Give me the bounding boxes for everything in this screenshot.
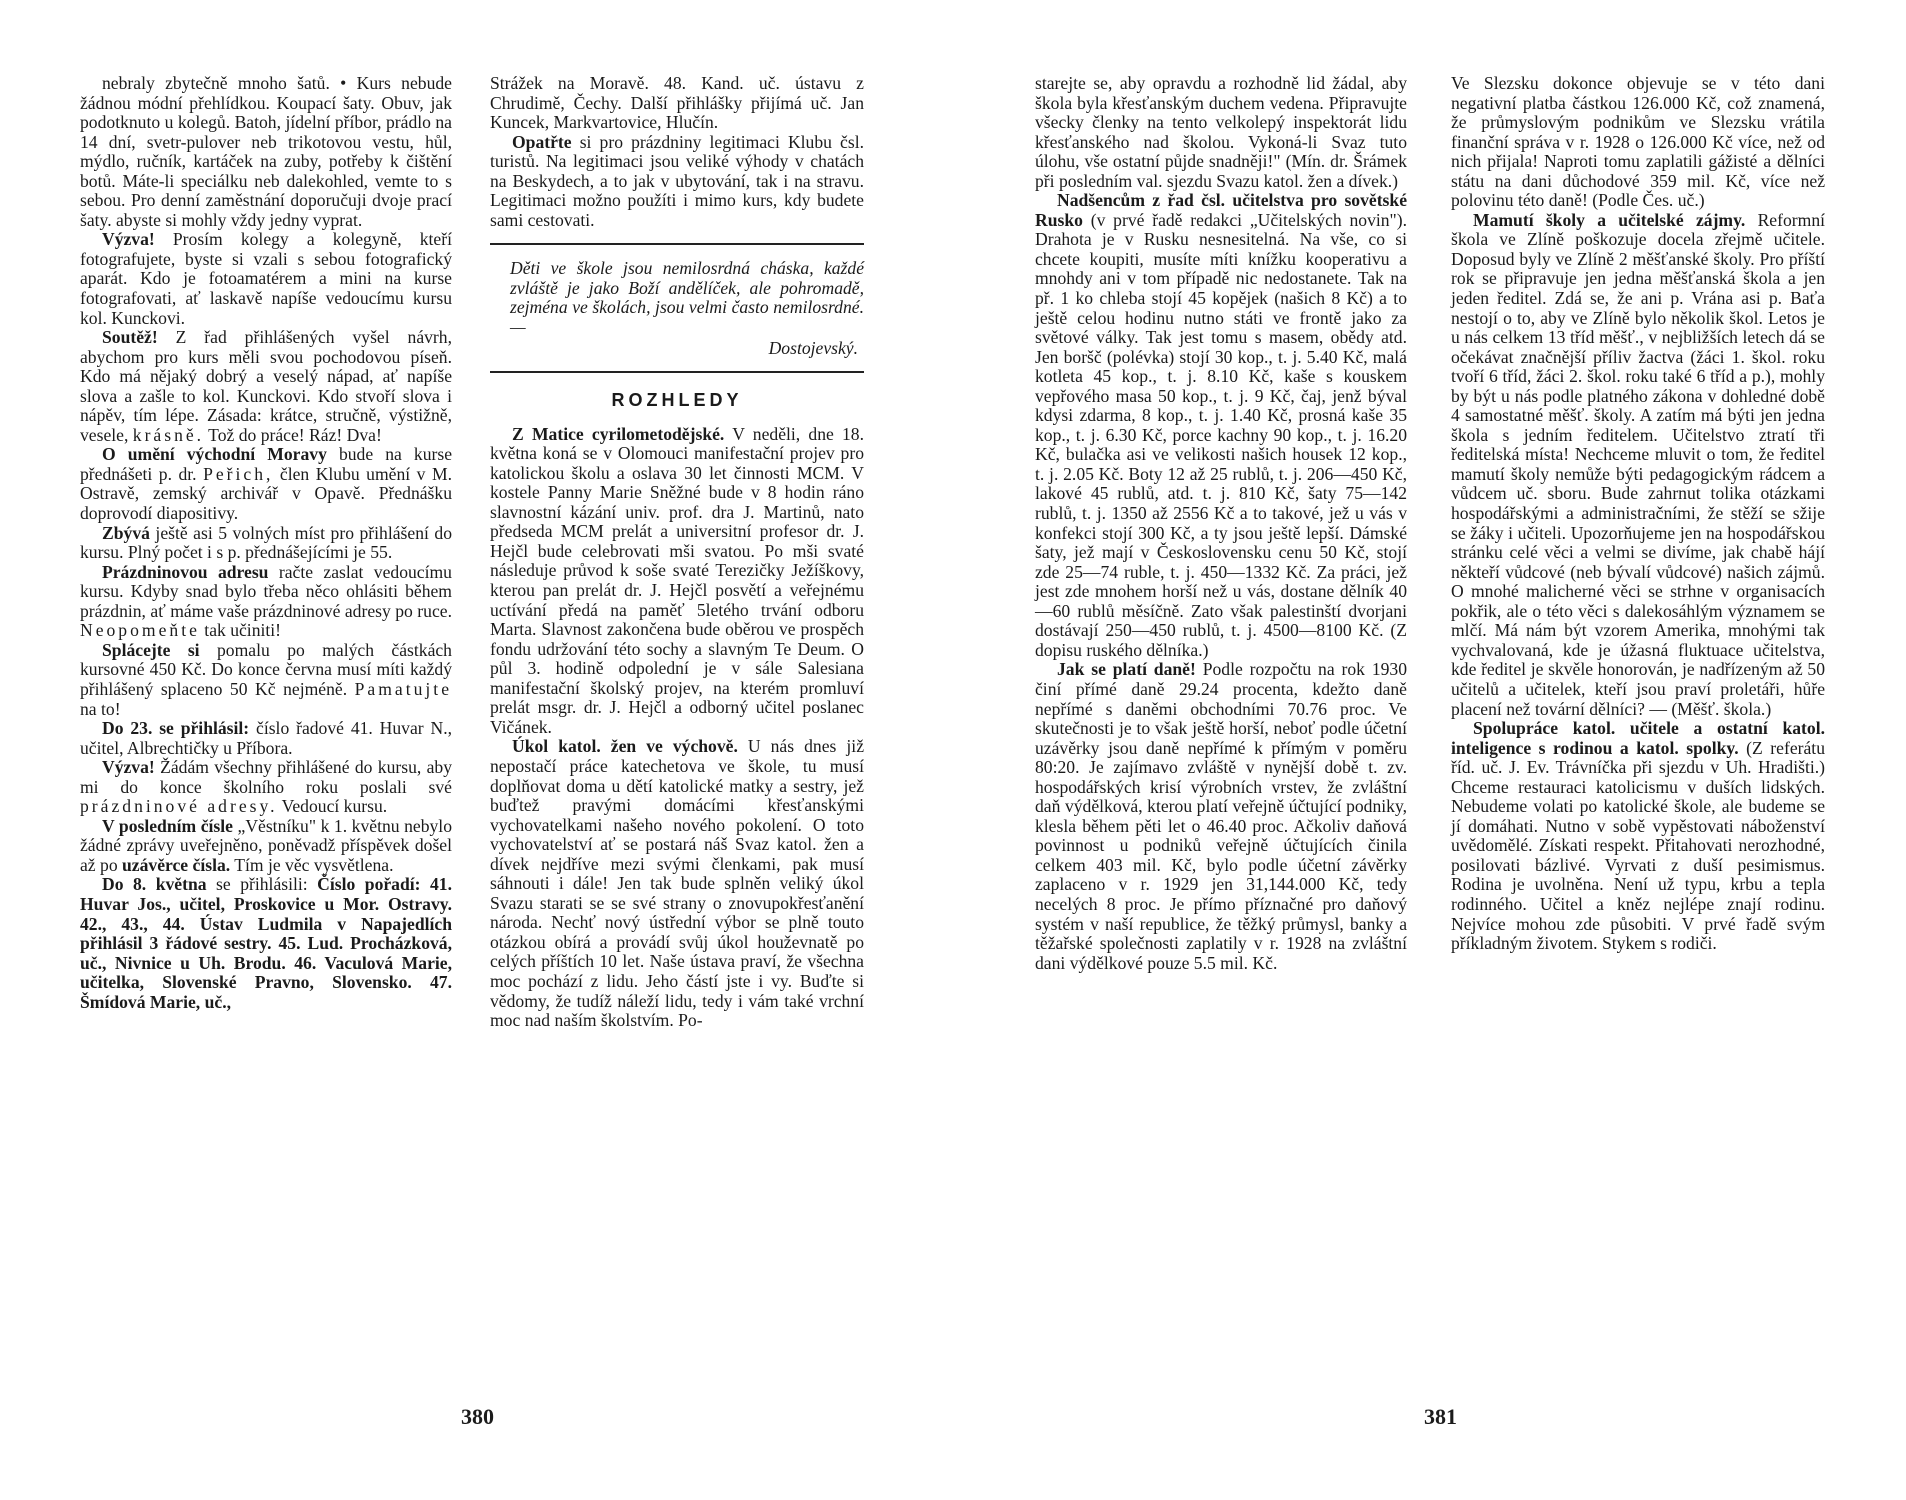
paragraph-text: Žádám všechny přihlášené do kursu, aby mi do konce školního roku poslali své (80, 757, 452, 797)
paragraph-text: tak učiniti! (199, 620, 282, 641)
paragraph-heading: Do 8. května (102, 874, 207, 895)
paragraph (80, 230, 452, 328)
paragraph-text: člen Klubu umění v M. Ostravě, zemský archivář v Opavě. Přednášku doprovodí diapositivy. (80, 463, 452, 524)
paragraph-text: račte zaslat vedoucímu kursu. Kdyby snad bylo třeba něco ohlásiti během prázdnin, ať máme vaše prázdninové adresy po ruce. (80, 561, 452, 621)
paragraph-heading: Spolupráce katol. učitele a ostatní katol. inteligence s rodinou a katol. spolky. (1451, 718, 1825, 758)
paragraph-text: se přihlásili: (206, 874, 318, 895)
bold-text: Číslo pořadí: 41. Huvar Jos., učitel, Proskovice u Mor. Ostravy. 42., 43., 44. Ústav Ludmila v Napajedlích přihlásil 3 řádové sestry. 45. Lud. Procházková, uč., Nivnice u Uh. Brodu. 46. Vaculová Marie, učitelka, Slovenské Pravno, Slovensko. 47. Šmídová Marie, uč., (80, 874, 452, 1012)
divider (490, 371, 864, 373)
paragraph (490, 737, 864, 1030)
paragraph (1035, 191, 1407, 660)
page-number: 381 (1424, 1404, 1457, 1429)
paragraph (80, 817, 452, 876)
paragraph-text: Podle rozpočtu na rok 1930 činí přímé daně 29.24 procenta, kdežto daně nepřímé s daněmi obchodními 70.76 proc. Ve skutečnosti je to však ještě horší, neboť podle účetní uzávěrky jsou daně nepřímé k přímým v poměru 80:20. Je zajímavo zvláště v nynější době t. zv. hospodářských krisí výrobních vrstev, že zvláštní daň výdělková, kterou platí veřejně účtující podniky, klesla během pěti let o 46.40 proc. Ačkoliv daňová povinnost u podniků veřejně účtujících činila celkem 403 mil. Kč, bylo podle účetní závěrky zaplaceno v r. 1929 jen 31,144.000 Kč, tedy necelých 8 proc. Je přímo příznačné pro daňový systém v naší republice, že těžký průmysl, banky a těžařské společnosti zaplatily v r. 1928 na zvláštní dani výdělkové pouze 5.5 mil. Kč. (1035, 659, 1408, 973)
right-page (953, 0, 1906, 1500)
paragraph-heading: Do 23. se přihlásil: (102, 718, 250, 739)
paragraph-text: číslo řadové 41. Huvar N., učitel, Albrechtičky u Příbora. (80, 718, 452, 758)
paragraph (80, 641, 452, 719)
paragraph-text: (Z referátu říd. uč. J. Ev. Trávníčka při sjezdu v Uh. Hradišti.) Chceme restauraci katolicismu v duších lidských. Nebudeme volati po katolické škole, ale budeme se jí domáhati. Nutno v sobě vypěstovati náboženství uvědomělé. Získati respekt. Přitahovati nerozhodné, posilovati bázlivé. Vyrvati z duší pesimismus. Rodina je uvolněna. Není už typu, krbu a tepla rodinného. Učitel a kněz nejlépe znají rodinu. Nejvíce mohou zde působiti. V prvé řadě svým příkladným životem. Stykem s rodiči. (1451, 737, 1825, 954)
paragraph-text: nebraly zbytečně mnoho šatů. • Kurs nebude žádnou módní přehlídkou. Koupací šaty. Obuv, jak podotknuto u kolegů. Batoh, jídelní příbor, prádlo na 14 dní, svetr-pulover neb trikotovou vestu, hůl, mýdlo, ručník, kartáček na zuby, potřeby k čištění botů. Máte-li speciálku neb dalekohled, vemte to s sebou. Pro denní zaměstnání doporučuji dvoje prací šaty. abyste si mohly vždy jedny vyprat. (80, 73, 452, 230)
paragraph-text: ještě asi 5 volných míst pro přihlášení do kursu. Plný počet i s p. přednášejícími je 55. (80, 522, 452, 563)
paragraph-heading: Jak se platí daně! (1057, 659, 1196, 680)
paragraph-heading: Úkol katol. žen ve výchově. (512, 736, 738, 757)
quote: Děti ve škole jsou nemilosrdná cháska, každé zvláště je jako Boží andělíček, ale pohromadě, zejména ve školách, jsou velmi často nemilosrdné. — (510, 258, 864, 338)
section-heading: ROZHLEDY (611, 390, 743, 411)
divider (490, 243, 864, 245)
bold-text: uzávěrce čísla. (122, 854, 231, 875)
paragraph-text: „Věstníku" k 1. květnu nebylo žádné zprávy uveřejněno, poněvadž příspěvek došel až po (80, 815, 452, 875)
spaced-emphasis: Pamatujte (354, 678, 452, 699)
paragraph-heading: Mamutí školy a učitelské zájmy. (1473, 209, 1746, 230)
paragraph-heading: Výzva! (102, 229, 155, 250)
paragraph-text: (v prvé řadě redakci „Učitelských novin"). Drahota je v Rusku nesnesitelná. Na vše, co si chcete koupiti, musíte míti knížku kooperativu a mnohdy ani v tom případě nic nedostanete. Tak na př. 1 ko chleba stojí 45 kopějek (našich 8 Kč) a to ještě celou hodinu nutno státi ve frontě jako za světové války. Tak jest tomu s masem, obědy atd. Jen boršč (polévka) stojí 30 kop., t. j. 5.40 Kč, malá kotleta 45 kop., t. j. 8.10 Kč, kaše s kouskem vepřového masa 50 kop., t. j. 9 Kč, čaj, jenž býval kdysi zdarma, 8 kop., t. j. 1.40 Kč, prosná kaše 35 kop., t. j. 6.30 Kč, porce kachny 90 kop., t. j. 16.20 Kč, bulačka asi ve velikosti našich housek 12 kop., t. j. 2.05 Kč. Boty 12 až 25 rublů, t. j. 206—450 Kč, lakové 45 rublů, atd. t. j. 810 Kč, šaty 75—142 rublů, t. j. 1350 až 2556 Kč a to takové, jež u vás v konfekci stojí 300 Kč, a ty jsou ještě lepší. Dámské šaty, jež mají v Československu cenu 50 Kč, stojí zde 25—74 ruble, t. j. 450—1332 Kč. Za práci, jež jest zde mnohem horší než u vás, dostane dělník 40—60 rublů měsíčně. Zato však palestinští dvorjani dostávají 250—450 rublů, t. j. 4500—8100 Kč. (Z dopisu ruského dělníka.) (1035, 209, 1407, 660)
paragraph-heading: Z Matice cyrilometodějské. (512, 423, 725, 444)
paragraph-text: na to! (80, 698, 121, 719)
paragraph-heading: Nadšencům z řad čsl. učitelstva pro sovětské Rusko (1035, 190, 1407, 230)
paragraph (1451, 211, 1825, 719)
paragraph (1451, 719, 1825, 954)
paragraph-text: V neděli, dne 18. května koná se v Olomouci manifestační projev pro katolickou školu a oslava 30 let činnosti MCM. V kostele Panny Marie Sněžné bude v 8 hodin ráno slavnostní kázání univ. prof. dra J. Martinů, nato předseda MCM prelát a universitní profesor dr. J. Hejčl bude celebrovati mši svatou. Po mši svaté následuje průvod k soše svaté Terezičky Ježíškovy, kterou pan prelát dr. J. Hejčl posvětí a veřejnému uctívání předá na paměť 5letého trvání odboru Marta. Slavnost zakončena bude oběrou ve prospěch fondu udržování této sochy a slavným Te Deum. O půl 3. hodině odpolední je v sále Salesiana manifestační školský projev, na kterém promluví prelát msgr. dr. J. Hejčl a odborný učitel poslanec Vičánek. (490, 423, 865, 737)
paragraph-text: Reformní škola ve Zlíně poškozuje docela zřejmě učitele. Doposud byly ve Zlíně 2 měšťanské školy. Pro příští rok se připravuje jen jedna měšťanská škola a jen jeden ředitel. Zdá se, že ani p. Vrána asi p. Baťa nestojí o to, aby ve Zlíně bylo několik škol. Letos je u nás celkem 13 tříd měšť., v nejbližších letech dá se očekávat značnější příliv žactva (žáci 1. škol. roku tvoří 6 tříd, žáci 2. škol. roku také 6 tříd a p.), mohly by být u nás podle platného zákona v dohledné době 4 samostatné měšť. školy. A zatím má býti jen jedna škola s jedním ředitelem. Učitelstvo ztratí tři ředitelská místa! Nechceme mluvit o tom, že ředitel mamutí školy nemůže býti pedagogickým rádcem a vůdcem uč. sboru. Bude zahrnut tolika otázkami hospodářskými a administračními, že stěží se sžije se žáky i učiteli. Upozorňujeme jen na hospodářskou stránku celé věci a velmi se divíme, jak chabě hájí někteří vůdcové (neb bývalí vůdcové) našich zájmů. O mnohé malicherné věci se strhne v organisacích pokřik, ale o této věci s dalekosáhlým významem se mlčí. Má nám být vzorem Amerika, mnohými tak vychvalovaná, kde je úžasná fluktuace učitelstva, kde ředitel je skvěle honorován, je nadřízeným až 50 učitelů a učitelek, kteří jsou praví proletáři, hůře placení než tovární dělníci? — (Měšť. škola.) (1451, 209, 1826, 719)
paragraph (80, 524, 452, 563)
paragraph (80, 563, 452, 641)
right-page-column-2 (1451, 74, 1825, 954)
right-page-column-1 (1035, 74, 1407, 973)
paragraph-heading: O umění východní Moravy (102, 444, 327, 465)
paragraph-text: U nás dnes již nepostačí práce katechetova ve škole, tu musí doplňovat doma u dětí katolické matky a sestry, jež buďtež pravými domácími křesťanskými vychovatelkami našeho nového pokolení. O toto vychovatelství ať se postará náš Svaz katol. žen a dívek nejdříve mezi svými členkami, pak musí sáhnouti i dále! Jen tak bude splněn veliký úkol Svazu starati se se své strany o znovupokřesťanění národa. Nechť nový ústřední výbor se plně touto otázkou obírá a provádí svůj úkol houževnatě po celých příštích 10 let. Naše ústava praví, že všechna moc pochází z lidu. Jeho částí jste i vy. Buďte si vědomy, že tudíž náleží lidu, tedy i vám také vrchní moc nad naším školstvím. Po- (490, 736, 865, 1031)
paragraph-heading: Soutěž! (102, 327, 158, 348)
paragraph-text: Z řad přihlášených vyšel návrh, abychom pro kurs měli svou pochodovou píseň. Kdo má nějaký dobrý a veselý nápad, ať napíše slova a zašle to kol. Kunckovi. Kdo stvoří slova i nápěv, tím lépe. Zásada: krátce, stručně, výstižně, vesele, (80, 327, 452, 445)
paragraph (80, 74, 452, 230)
paragraph-text: Strážek na Moravě. 48. Kand. uč. ústavu z Chrudimě, Čechy. Další přihlášky přijímá uč. Jan Kuncek, Markvartovice, Hlučín. (490, 73, 864, 133)
paragraph-text: Prosím kolegy a kolegyně, kteří fotografujete, byste si vzali s sebou fotografický aparát. Kdo je fotoamatérem a mini na kurse fotografovati, ať laskavě napíše vedoucímu kursu kol. Kunckovi. (80, 229, 452, 328)
paragraph (1035, 660, 1407, 973)
paragraph-heading: Splácejte si (102, 639, 200, 660)
paragraph (80, 719, 452, 758)
paragraph (80, 445, 452, 523)
paragraph-text: pomalu po malých částkách kursovné 450 Kč. Do konce června musí míti každý přihlášený splaceno 50 Kč nejméně. (80, 639, 452, 699)
paragraph (490, 425, 864, 738)
paragraph (80, 328, 452, 445)
paragraph-text: starejte se, aby opravdu a rozhodně lid žádal, aby škola byla křesťanským duchem vedena. Připravujte všecky členky na tento velkolepý inspektorát lidu křesťanského nad školou. Vykoná-li Svaz tuto úlohu, vše ostatní půjde snadněji!" (Mín. dr. Šrámek při posledním val. sjezdu Svazu katol. žen a dívek.) (1035, 73, 1407, 191)
paragraph (1035, 74, 1407, 191)
paragraph-text: bude na kurse přednášeti p. dr. (80, 444, 452, 484)
paragraph-text: Ve Slezsku dokonce objevuje se v této dani negativní platba částkou 126.000 Kč, což znamená, že průmyslovým podnikům ve Slezsku vrátila finanční správa v r. 1928 o 126.000 Kč více, než od nich přijala! Naproti tomu zaplatili gážisté a dělníci státu na dani důchodové 359 mil. Kč, více než polovinu této daně! (Podle Čes. uč.) (1451, 73, 1825, 211)
paragraph (80, 758, 452, 817)
spaced-emphasis: prázdninové adresy. (80, 796, 278, 817)
paragraph-heading: Opatřte (512, 131, 572, 152)
paragraph-text: Vedoucí kursu. (277, 796, 388, 817)
paragraph-text: si pro prázdniny legitimaci Klubu čsl. turistů. Na legitimaci jsou veliké výhody v chatách na Beskydech, a to jak v ubytování, tak i na stravu. Legitimaci možno použíti i mimo kurs, kdy budete sami cestovati. (490, 131, 864, 230)
paragraph (490, 74, 864, 133)
left-page-column-2 (490, 74, 864, 1031)
paragraph-text: Tím je věc vysvětlena. (230, 854, 394, 875)
paragraph (490, 133, 864, 231)
paragraph-heading: Zbývá (102, 522, 150, 543)
spaced-emphasis: Neopomeňte (80, 620, 200, 641)
page-number: 380 (461, 1404, 494, 1429)
quote-author: Dostojevský. (768, 337, 858, 358)
spaced-emphasis: Peřich, (203, 463, 274, 484)
paragraph-heading: Výzva! (102, 757, 155, 778)
spaced-emphasis: krásně. (132, 424, 205, 445)
paragraph-heading: V posledním čísle (102, 815, 233, 836)
paragraph-text: Tož do práce! Ráz! Dva! (204, 424, 382, 445)
paragraph (1451, 74, 1825, 211)
paragraph-heading: Prázdninovou adresu (102, 561, 269, 582)
left-page-column-1 (80, 74, 452, 1012)
paragraph (80, 875, 452, 1012)
